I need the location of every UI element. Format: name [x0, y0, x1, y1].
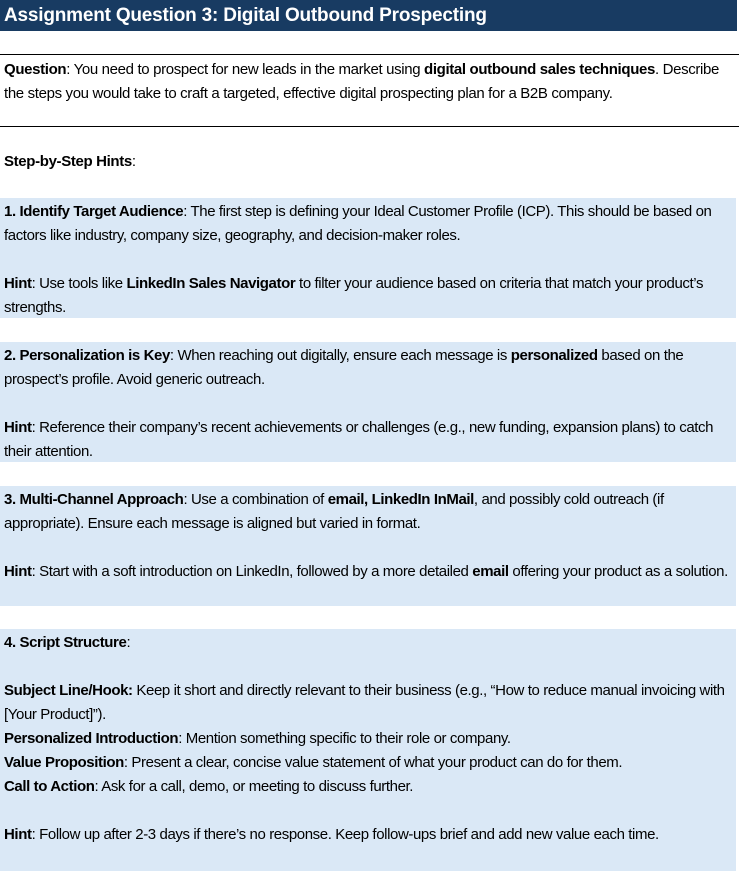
- question-box: [0, 54, 739, 127]
- script-item-subject-line: [4, 679, 732, 727]
- step-2-body: [4, 344, 732, 392]
- hints-heading: [4, 150, 136, 174]
- script-item-label: Value Proposition: [4, 754, 124, 771]
- step-2-hint-label: Hint: [4, 419, 32, 436]
- hints-heading-label: Step-by-Step Hints: [4, 153, 132, 170]
- script-item-call-to-action: [4, 775, 732, 799]
- step-1-heading: 1. Identify Target Audience: [4, 203, 184, 220]
- step-1-section: [0, 198, 736, 318]
- question-bold-phrase: digital outbound sales techniques: [424, 61, 655, 78]
- step-3-hint-label: Hint: [4, 563, 32, 580]
- step-3-hint-before: Start with a soft introduction on LinkedIn, followed by a more detailed: [39, 563, 473, 580]
- question-label: Question: [4, 61, 67, 78]
- question-sep: :: [66, 61, 74, 78]
- step-1-hint-bold: LinkedIn Sales Navigator: [126, 275, 296, 292]
- step-2-sep: :: [169, 347, 178, 364]
- question-text-after: . Describe the steps you would take to craft a targeted, effective digital prospecting plan for a B2B company.: [4, 61, 720, 102]
- step-1-text: The first step is defining your Ideal Customer Profile (ICP). This should be based on factors like industry, company size, geography, and decision-maker roles.: [4, 203, 712, 244]
- script-item-value-proposition: [4, 751, 732, 775]
- hints-heading-sep: :: [131, 153, 136, 170]
- step-4-section: [0, 629, 736, 871]
- step-1-hint-sep: :: [31, 275, 40, 292]
- step-2-text-after: based on the prospect’s profile. Avoid generic outreach.: [4, 347, 684, 388]
- script-item-text: : Ask for a call, demo, or meeting to discuss further.: [94, 778, 414, 795]
- step-1-body: [4, 200, 732, 248]
- script-item-text: : Mention something specific to their role or company.: [178, 730, 511, 747]
- step-3-hint-bold: email: [472, 563, 509, 580]
- step-2-hint-text: Reference their company’s recent achievements or challenges (e.g., new funding, expansion plans) to catch their attention.: [4, 419, 714, 460]
- step-2-text-bold: personalized: [510, 347, 598, 364]
- step-2-hint: [4, 416, 732, 464]
- step-3-heading: 3. Multi-Channel Approach: [4, 491, 184, 508]
- step-3-section: [0, 486, 736, 606]
- step-1-hint-before: Use tools like: [39, 275, 127, 292]
- script-item-label: Personalized Introduction: [4, 730, 179, 747]
- script-item-text: : Present a clear, concise value statement of what your product can do for them.: [123, 754, 623, 771]
- step-4-sep: :: [126, 634, 131, 651]
- step-1-sep: :: [183, 203, 191, 220]
- step-3-text-after: , and possibly cold outreach (if appropriate). Ensure each message is aligned but varied in format.: [4, 491, 664, 532]
- step-2-text-before: When reaching out digitally, ensure each message is: [177, 347, 511, 364]
- script-item-label: Subject Line/Hook:: [4, 682, 133, 699]
- question-text-before: You need to prospect for new leads in the market using: [73, 61, 425, 78]
- step-2-hint-sep: :: [31, 419, 40, 436]
- step-4-hint-text: Follow up after 2-3 days if there’s no response. Keep follow-ups brief and add new value each time.: [39, 826, 659, 843]
- step-3-text-bold: email, LinkedIn InMail: [327, 491, 474, 508]
- step-3-hint-sep: :: [31, 563, 40, 580]
- step-3-hint: [4, 560, 732, 584]
- step-4-title: [4, 631, 732, 655]
- step-4-hint: [4, 823, 732, 847]
- step-3-hint-after: offering your product as a solution.: [508, 563, 728, 580]
- step-1-hint-after: to filter your audience based on criteria that match your product’s strengths.: [4, 275, 704, 316]
- script-item-label: Call to Action: [4, 778, 95, 795]
- step-3-sep: :: [183, 491, 191, 508]
- step-2-section: [0, 342, 736, 462]
- step-2-heading: 2. Personalization is Key: [4, 347, 170, 364]
- script-item-personalized-intro: [4, 727, 732, 751]
- script-item-text: Keep it short and directly relevant to their business (e.g., “How to reduce manual invoicing with [Your Product]”).: [4, 682, 725, 723]
- step-1-hint-label: Hint: [4, 275, 32, 292]
- step-4-hint-sep: :: [31, 826, 40, 843]
- step-3-body: [4, 488, 732, 536]
- step-4-heading: 4. Script Structure: [4, 634, 127, 651]
- step-3-text-before: Use a combination of: [191, 491, 328, 508]
- step-4-hint-label: Hint: [4, 826, 32, 843]
- step-1-hint: [4, 272, 732, 320]
- page-title: Assignment Question 3: Digital Outbound Prospecting: [0, 0, 737, 31]
